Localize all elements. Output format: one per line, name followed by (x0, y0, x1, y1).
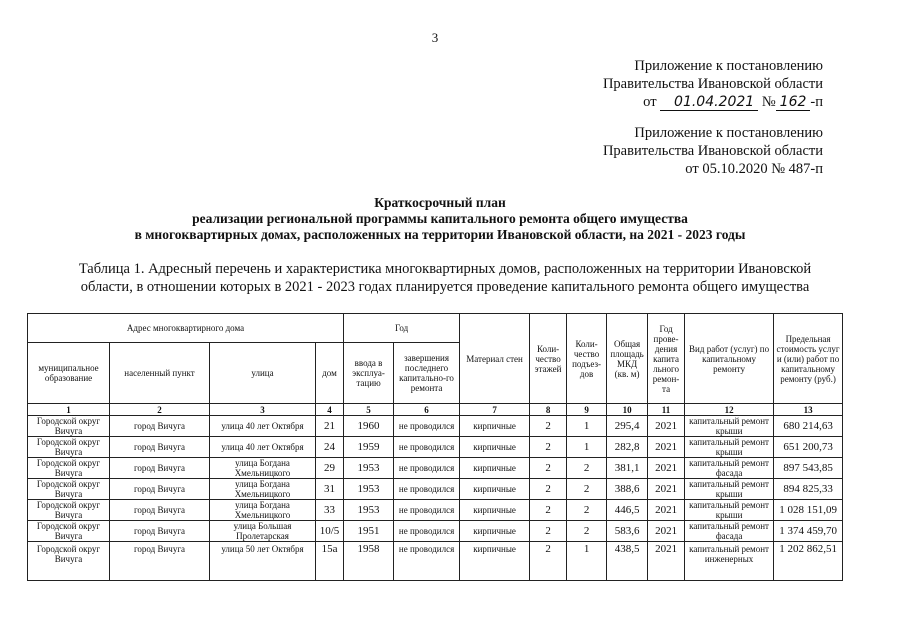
header-last-repair: завершения последнего капитально-го ремонта (394, 343, 460, 404)
cell-settlement: город Вичуга (110, 479, 210, 500)
cell-entrances: 1 (567, 437, 607, 458)
table-row (28, 542, 843, 581)
cell-commission-year: 1953 (344, 500, 394, 521)
number-prefix: № (761, 94, 776, 110)
header-work-type: Вид работ (услуг) по капитальному ремонту (685, 314, 774, 404)
cell-cost: 1 028 151,09 (774, 500, 843, 521)
column-number: 5 (344, 404, 394, 416)
cell-commission-year: 1953 (344, 479, 394, 500)
cell-cost: 1 374 459,70 (774, 521, 843, 542)
cell-area: 446,5 (607, 500, 648, 521)
column-number: 8 (530, 404, 567, 416)
header-entrances: Коли-чество подъез-дов (567, 314, 607, 404)
cell-settlement: город Вичуга (110, 458, 210, 479)
cell-street: улица Богдана Хмельницкого (210, 500, 316, 521)
document-title (20, 195, 860, 243)
cell-cost: 1 202 862,51 (774, 542, 843, 581)
cell-wall-material: кирпичные (460, 479, 530, 500)
cell-area: 438,5 (607, 542, 648, 581)
column-number: 11 (648, 404, 685, 416)
cell-work-type: капитальный ремонт крыши (685, 479, 774, 500)
handwritten-date: 01.04.2021 (660, 95, 758, 111)
cell-repair-year: 2021 (648, 500, 685, 521)
cell-last-repair: не проводился (394, 437, 460, 458)
cell-house: 24 (316, 437, 344, 458)
cell-work-type: капитальный ремонт фасада (685, 458, 774, 479)
column-number: 13 (774, 404, 843, 416)
cell-street: улица 50 лет Октября (210, 542, 316, 581)
cell-entrances: 1 (567, 416, 607, 437)
cell-cost: 897 543,85 (774, 458, 843, 479)
table-row (28, 479, 843, 500)
appendix-new-line2: Правительства Ивановской области (602, 76, 823, 92)
cell-street: улица Богдана Хмельницкого (210, 479, 316, 500)
caption-line2: области, в отношении которых в 2021 - 2023 годах планируется проведение капитального ремонта общего имущества (80, 279, 810, 295)
cell-area: 282,8 (607, 437, 648, 458)
column-numbers-row (28, 404, 843, 416)
cell-settlement: город Вичуга (110, 416, 210, 437)
cell-work-type: капитальный ремонт крыши (685, 416, 774, 437)
cell-street: улица Большая Пролетарская (210, 521, 316, 542)
table-row (28, 458, 843, 479)
cell-last-repair: не проводился (394, 500, 460, 521)
column-number: 12 (685, 404, 774, 416)
cell-street: улица 40 лет Октября (210, 416, 316, 437)
cell-cost: 680 214,63 (774, 416, 843, 437)
appendix-old-line2: Правительства Ивановской области (602, 143, 823, 159)
cell-repair-year: 2021 (648, 542, 685, 581)
cell-wall-material: кирпичные (460, 437, 530, 458)
cell-entrances: 2 (567, 458, 607, 479)
title-line2: реализации региональной программы капитального ремонта общего имущества (192, 211, 688, 226)
cell-floors: 2 (530, 416, 567, 437)
cell-floors: 2 (530, 458, 567, 479)
cell-last-repair: не проводился (394, 542, 460, 581)
title-line3: в многоквартирных домах, расположенных на территории Ивановской области, на 2021 - 2023 годы (134, 227, 746, 242)
cell-commission-year: 1953 (344, 458, 394, 479)
cell-street: улица 40 лет Октября (210, 437, 316, 458)
cell-last-repair: не проводился (394, 458, 460, 479)
cell-house: 15а (316, 542, 344, 581)
cell-work-type: капитальный ремонт фасада (685, 521, 774, 542)
cell-repair-year: 2021 (648, 479, 685, 500)
cell-area: 388,6 (607, 479, 648, 500)
cell-entrances: 2 (567, 479, 607, 500)
cell-last-repair: не проводился (394, 416, 460, 437)
cell-floors: 2 (530, 521, 567, 542)
cell-work-type: капитальный ремонт крыши (685, 500, 774, 521)
table-row (28, 500, 843, 521)
cell-house: 33 (316, 500, 344, 521)
cell-commission-year: 1959 (344, 437, 394, 458)
cell-entrances: 2 (567, 500, 607, 521)
cell-street: улица Богдана Хмельницкого (210, 458, 316, 479)
cell-entrances: 1 (567, 542, 607, 581)
cell-wall-material: кирпичные (460, 542, 530, 581)
appendix-old (603, 124, 823, 178)
header-repair-year: Год прове-дения капита льного ремон-та (648, 314, 685, 404)
cell-municipality: Городской округ Вичуга (28, 458, 110, 479)
header-street: улица (210, 343, 316, 404)
column-number: 4 (316, 404, 344, 416)
header-year-group: Год (344, 314, 460, 343)
handwritten-number: 162 (776, 95, 811, 111)
cell-settlement: город Вичуга (110, 437, 210, 458)
header-house: дом (316, 343, 344, 404)
column-number: 1 (28, 404, 110, 416)
cell-wall-material: кирпичные (460, 458, 530, 479)
cell-floors: 2 (530, 437, 567, 458)
page-number: 3 (431, 30, 439, 45)
appendix-new-date-line (603, 93, 823, 111)
cell-area: 583,6 (607, 521, 648, 542)
column-number: 10 (607, 404, 648, 416)
caption-line1: Таблица 1. Адресный перечень и характеристика многоквартирных домов, расположенных на территории Ивановской (78, 261, 812, 277)
cell-repair-year: 2021 (648, 437, 685, 458)
cell-commission-year: 1951 (344, 521, 394, 542)
column-number: 2 (110, 404, 210, 416)
appendix-new-line1: Приложение к постановлению (634, 58, 823, 74)
header-municipality: муниципальное образование (28, 343, 110, 404)
cell-floors: 2 (530, 542, 567, 581)
cell-commission-year: 1958 (344, 542, 394, 581)
cell-wall-material: кирпичные (460, 416, 530, 437)
header-max-cost: Предельная стоимость услуг и (или) работ по капитальному ремонту (руб.) (774, 314, 843, 404)
table-row (28, 437, 843, 458)
appendix-old-line1: Приложение к постановлению (634, 125, 823, 141)
cell-wall-material: кирпичные (460, 521, 530, 542)
cell-cost: 894 825,33 (774, 479, 843, 500)
header-floors: Коли-чество этажей (530, 314, 567, 404)
cell-commission-year: 1960 (344, 416, 394, 437)
column-number: 7 (460, 404, 530, 416)
cell-floors: 2 (530, 479, 567, 500)
cell-work-type: капитальный ремонт инженерных (685, 542, 774, 581)
number-suffix: -п (810, 94, 823, 110)
cell-house: 10/5 (316, 521, 344, 542)
cell-last-repair: не проводился (394, 521, 460, 542)
cell-municipality: Городской округ Вичуга (28, 416, 110, 437)
cell-settlement: город Вичуга (110, 500, 210, 521)
column-number: 9 (567, 404, 607, 416)
cell-repair-year: 2021 (648, 521, 685, 542)
cell-municipality: Городской округ Вичуга (28, 479, 110, 500)
header-wall-material: Материал стен (460, 314, 530, 404)
cell-repair-year: 2021 (648, 416, 685, 437)
appendix-new (603, 57, 823, 111)
cell-last-repair: не проводился (394, 479, 460, 500)
cell-entrances: 2 (567, 521, 607, 542)
header-commission-year: ввода в эксплуа-тацию (344, 343, 394, 404)
cell-work-type: капитальный ремонт крыши (685, 437, 774, 458)
cell-house: 21 (316, 416, 344, 437)
header-address-group: Адрес многоквартирного дома (28, 314, 344, 343)
cell-settlement: город Вичуга (110, 542, 210, 581)
header-total-area: Общая площадь МКД (кв. м) (607, 314, 648, 404)
header-settlement: населенный пункт (110, 343, 210, 404)
appendix-old-line3: от 05.10.2020 № 487-п (685, 161, 823, 177)
cell-municipality: Городской округ Вичуга (28, 521, 110, 542)
table-caption (60, 260, 830, 296)
cell-area: 381,1 (607, 458, 648, 479)
cell-municipality: Городской округ Вичуга (28, 500, 110, 521)
cell-area: 295,4 (607, 416, 648, 437)
table-row (28, 521, 843, 542)
houses-table (27, 313, 843, 581)
cell-house: 29 (316, 458, 344, 479)
title-line1: Краткосрочный план (374, 195, 506, 210)
cell-municipality: Городской округ Вичуга (28, 542, 110, 581)
cell-wall-material: кирпичные (460, 500, 530, 521)
cell-cost: 651 200,73 (774, 437, 843, 458)
cell-house: 31 (316, 479, 344, 500)
date-prefix: от (643, 94, 657, 110)
cell-municipality: Городской округ Вичуга (28, 437, 110, 458)
cell-repair-year: 2021 (648, 458, 685, 479)
table-row (28, 416, 843, 437)
cell-settlement: город Вичуга (110, 521, 210, 542)
column-number: 6 (394, 404, 460, 416)
cell-floors: 2 (530, 500, 567, 521)
column-number: 3 (210, 404, 316, 416)
